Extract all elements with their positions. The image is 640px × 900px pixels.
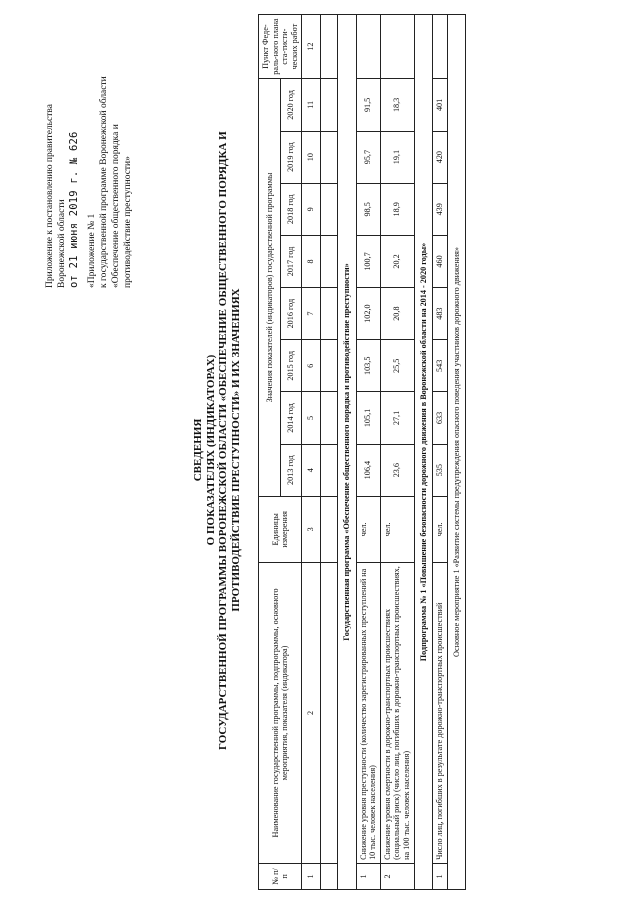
row-value: 401 <box>433 79 448 131</box>
table-row <box>356 15 380 890</box>
row-value: 106,4 <box>356 444 380 496</box>
document-title <box>192 131 242 750</box>
appendix-line-2: Воронежской области <box>57 199 67 288</box>
row-value: 483 <box>433 288 448 340</box>
row-value: 18,3 <box>380 79 414 131</box>
appendix-date-line: от 21 июня 2019 г. № 626 <box>68 131 80 288</box>
row-value: 535 <box>433 444 448 496</box>
program-title: Государственная программа «Обеспечение общественного порядка и противодействие преступности» <box>337 15 356 890</box>
header-year: 2014 год <box>280 392 302 444</box>
row-value: 18,9 <box>380 183 414 235</box>
row-unit: чел. <box>380 496 414 562</box>
row-value: 543 <box>433 340 448 392</box>
header-no: № п/п <box>259 863 302 889</box>
row-value: 95,7 <box>356 131 380 183</box>
row-value: 633 <box>433 392 448 444</box>
subprogram-title: Подпрограмма № 1 «Повышение безопасности дорожного движения в Воронежской области на 2014 - 2020 годы» <box>414 15 433 890</box>
title-line-1: СВЕДЕНИЯ <box>192 418 204 482</box>
indicators-table <box>258 14 466 890</box>
header-year: 2015 год <box>280 340 302 392</box>
row-value: 439 <box>433 183 448 235</box>
row-unit: чел. <box>433 496 448 562</box>
column-index: 7 <box>302 288 321 340</box>
subprogram-section-row <box>414 15 433 890</box>
header-name: Наименование государственной программы, подпрограммы, основного мероприятия, показателя (индикатора) <box>259 562 302 863</box>
row-value: 25,5 <box>380 340 414 392</box>
row-plan <box>380 15 414 79</box>
header-year: 2016 год <box>280 288 302 340</box>
table-row <box>433 15 448 890</box>
header-year: 2019 год <box>280 131 302 183</box>
header-unit: Единицы измерения <box>259 496 302 562</box>
row-no: 1 <box>356 863 380 889</box>
title-line-3: ГОСУДАРСТВЕННОЙ ПРОГРАММЫ ВОРОНЕЖСКОЙ ОБЛАСТИ «ОБЕСПЕЧЕНИЕ ОБЩЕСТВЕННОГО ПОРЯДКА И <box>217 131 229 750</box>
header-plan-item: Пункт Феде-раль-ного плана ста-тисти-ческих работ <box>259 15 302 79</box>
row-name: Число лиц, погибших в результате дорожно-транспортных происшествий <box>433 562 448 863</box>
row-unit: чел. <box>356 496 380 562</box>
row-value: 19,1 <box>380 131 414 183</box>
row-value: 23,6 <box>380 444 414 496</box>
header-values-group: Значения показателей (индикаторов) государственной программы <box>259 79 281 496</box>
program-ref-line-1: «Приложение № 1 <box>87 213 97 288</box>
row-plan <box>433 15 448 79</box>
row-plan <box>356 15 380 79</box>
row-value: 27,1 <box>380 392 414 444</box>
program-ref-line-4: противодействие преступности» <box>123 156 133 288</box>
spacer-row <box>320 15 337 890</box>
column-index: 8 <box>302 235 321 287</box>
program-ref-line-2: к государственной программе Воронежской области <box>99 76 109 288</box>
row-value: 91,5 <box>356 79 380 131</box>
row-no: 1 <box>433 863 448 889</box>
column-index-row <box>302 15 321 890</box>
header-row-1 <box>259 15 281 890</box>
column-index: 6 <box>302 340 321 392</box>
row-value: 102,0 <box>356 288 380 340</box>
row-value: 20,8 <box>380 288 414 340</box>
header-year: 2017 год <box>280 235 302 287</box>
title-line-4: ПРОТИВОДЕЙСТВИЕ ПРЕСТУПНОСТИ» И ИХ ЗНАЧЕНИЯХ <box>229 288 242 612</box>
column-index: 4 <box>302 444 321 496</box>
column-index: 9 <box>302 183 321 235</box>
row-no: 2 <box>380 863 414 889</box>
row-value: 100,7 <box>356 235 380 287</box>
column-index: 10 <box>302 131 321 183</box>
header-year: 2018 год <box>280 183 302 235</box>
row-name: Снижение уровня преступности (количество зарегистрированных преступлений на 10 тыс. человек населения) <box>356 562 380 863</box>
column-index: 2 <box>302 562 321 863</box>
header-year: 2013 год <box>280 444 302 496</box>
program-ref-line-3: «Обеспечение общественного порядка и <box>111 124 121 288</box>
row-name: Снижение уровня смертности в дорожно-транспортных происшествиях (социальный риск) (число лиц, погибших в дорожно-транспортных происшествиях, на 100 тыс. человек населения) <box>380 562 414 863</box>
column-index: 5 <box>302 392 321 444</box>
row-value: 98,5 <box>356 183 380 235</box>
column-index: 11 <box>302 79 321 131</box>
appendix-block <box>44 38 134 288</box>
column-index: 1 <box>302 863 321 889</box>
appendix-line-1: Приложение к постановлению правительства <box>45 104 55 288</box>
program-section-row <box>337 15 356 890</box>
title-line-2: О ПОКАЗАТЕЛЯХ (ИНДИКАТОРАХ) <box>204 354 217 546</box>
row-value: 420 <box>433 131 448 183</box>
event-section-row <box>447 15 466 890</box>
event-title: Основное мероприятие 1 «Развитие системы предупреждения опасного поведения участников дорожного движения» <box>447 15 466 890</box>
row-value: 460 <box>433 235 448 287</box>
table-row <box>380 15 414 890</box>
row-value: 103,5 <box>356 340 380 392</box>
header-year: 2020 год <box>280 79 302 131</box>
row-value: 20,2 <box>380 235 414 287</box>
column-index: 12 <box>302 15 321 79</box>
row-value: 105,1 <box>356 392 380 444</box>
column-index: 3 <box>302 496 321 562</box>
